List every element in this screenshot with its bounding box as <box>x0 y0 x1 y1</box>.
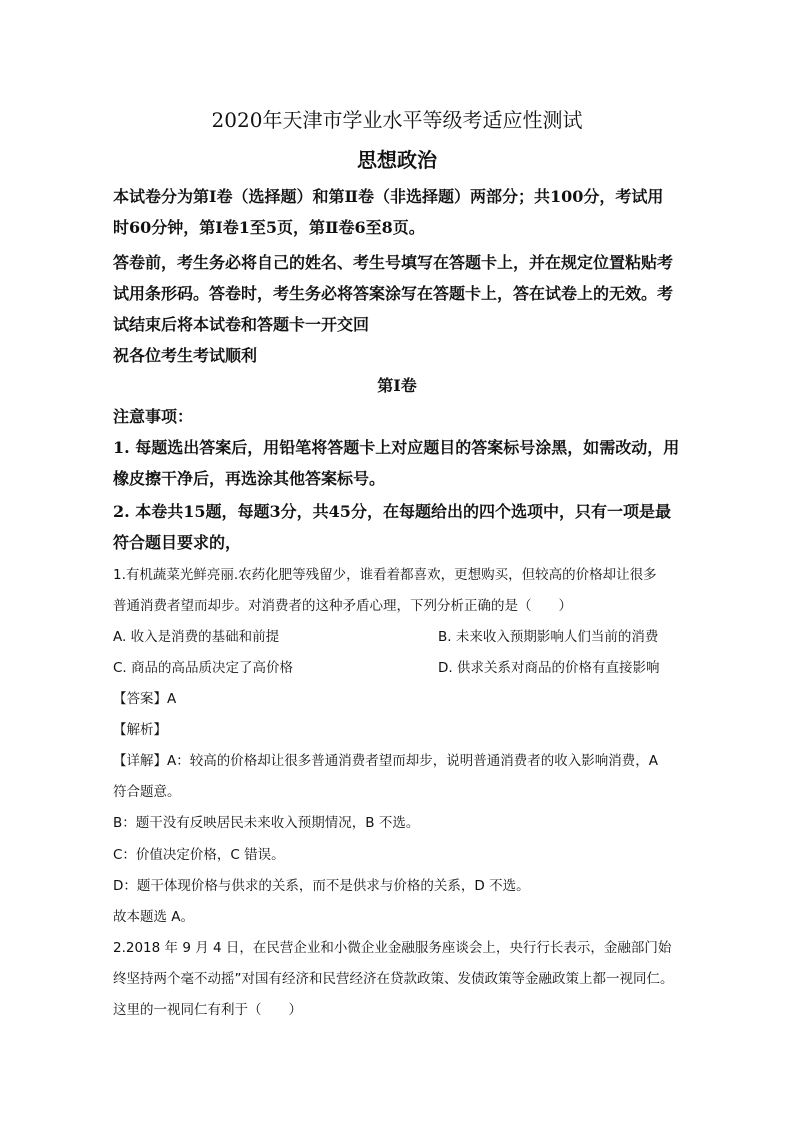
detail-line: 【详解】A：较高的价格却让很多普通消费者望而却步，说明普通消费者的收入影响消费，A <box>113 753 658 769</box>
question-2-stem: 这里的一视同仁有利于（ ） <box>113 1002 302 1018</box>
section-heading: 第Ⅰ卷 <box>377 376 417 395</box>
option-a: A. 收入是消费的基础和前提 <box>113 629 280 645</box>
question-2-stem: 2.2018 年 9 月 4 日，在民营企业和小微企业金融服务座谈会上，央行行长表示，金融部门始 <box>113 940 672 956</box>
notes-heading: 注意事项： <box>113 407 194 426</box>
detail-line: C：价值决定价格，C 错误。 <box>113 847 285 863</box>
note-line: 1. 每题选出答案后，用铅笔将答题卡上对应题目的答案标号涂黑，如需改动，用 <box>113 438 680 457</box>
intro-line: 本试卷分为第Ⅰ卷（选择题）和第Ⅱ卷（非选择题）两部分；共100分，考试用 <box>113 187 664 206</box>
note-line: 符合题目要求的， <box>113 533 242 552</box>
note-line: 橡皮擦干净后，再选涂其他答案标号。 <box>113 469 386 488</box>
subject-title: 思想政治 <box>357 148 437 172</box>
answer-label: 【答案】A <box>113 691 177 707</box>
intro-line: 时60分钟，第Ⅰ卷1至5页，第Ⅱ卷6至8页。 <box>113 218 425 237</box>
option-d: D. 供求关系对商品的价格有直接影响 <box>438 660 660 676</box>
greeting-line: 祝各位考生考试顺利 <box>113 346 258 365</box>
intro-line: 试用条形码。答卷时，考生务必将答案涂写在答题卡上，答在试卷上的无效。考 <box>113 284 674 303</box>
detail-line: 故本题选 A。 <box>113 909 195 925</box>
intro-line: 答卷前，考生务必将自己的姓名、考生号填写在答题卡上，并在规定位置粘贴考 <box>113 253 674 272</box>
question-2-stem: 终坚持两个毫不动摇”对国有经济和民营经济在贷款政策、发债政策等金融政策上都一视同仁。 <box>113 971 674 987</box>
intro-line: 试结束后将本试卷和答题卡一开交回 <box>113 315 370 334</box>
detail-line: D：题干体现价格与供求的关系，而不是供求与价格的关系，D 不选。 <box>113 878 530 894</box>
option-c: C. 商品的高品质决定了高价格 <box>113 660 294 676</box>
detail-line: 符合题意。 <box>113 784 181 800</box>
detail-line: B：题干没有反映居民未来收入预期情况，B 不选。 <box>113 815 420 831</box>
exam-title: 2020年天津市学业水平等级考适应性测试 <box>211 108 583 132</box>
question-1-stem: 1.有机蔬菜光鲜亮丽.农药化肥等残留少，谁看着都喜欢，更想购买，但较高的价格却让很多 <box>113 567 657 583</box>
note-line: 2. 本卷共15题，每题3分，共45分，在每题给出的四个选项中，只有一项是最 <box>113 502 671 521</box>
analysis-label: 【解析】 <box>113 722 167 738</box>
option-b: B. 未来收入预期影响人们当前的消费 <box>438 629 659 645</box>
question-1-stem: 普通消费者望而却步。对消费者的这种矛盾心理，下列分析正确的是（ ） <box>113 598 572 614</box>
